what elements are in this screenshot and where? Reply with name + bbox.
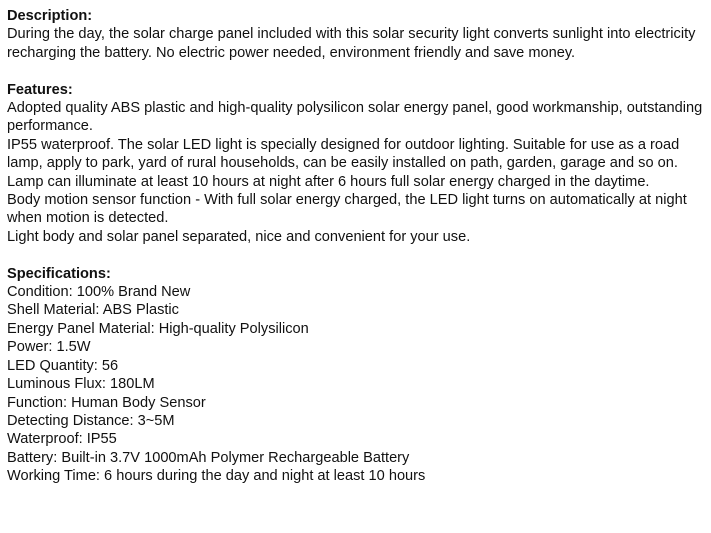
spec-energy-panel-material: Energy Panel Material: High-quality Polysilicon xyxy=(7,320,309,337)
feature-item: IP55 waterproof. The solar LED light is specially designed for outdoor lighting. Suitable for use as a road lamp, apply to park, yard of rural households, can be easily installed on path, garden, garage and so on. xyxy=(7,136,684,172)
description-heading: Description: xyxy=(7,8,93,24)
description-section xyxy=(7,7,707,62)
feature-item: Body motion sensor function - With full solar energy charged, the LED light turns on automatically at night when motion is detected. xyxy=(7,192,691,227)
feature-item: Light body and solar panel separated, nice and convenient for your use. xyxy=(7,228,471,245)
spec-shell-material: Shell Material: ABS Plastic xyxy=(7,302,179,319)
spec-detecting-distance: Detecting Distance: 3~5M xyxy=(7,412,175,429)
specifications-section xyxy=(7,265,707,486)
spec-luminous-flux: Luminous Flux: 180LM xyxy=(7,376,155,393)
feature-item: Adopted quality ABS plastic and high-quality polysilicon solar energy panel, good workmanship, outstanding performance. xyxy=(7,100,707,135)
spec-working-time: Working Time: 6 hours during the day and night at least 10 hours xyxy=(7,468,426,485)
spec-waterproof: Waterproof: IP55 xyxy=(7,431,117,448)
spec-power: Power: 1.5W xyxy=(7,339,91,356)
specifications-heading: Specifications: xyxy=(7,265,111,282)
feature-item: Lamp can illuminate at least 10 hours at night after 6 hours full solar energy charged in the daytime. xyxy=(7,173,650,190)
spec-led-quantity: LED Quantity: 56 xyxy=(7,357,119,374)
features-heading: Features: xyxy=(7,81,73,98)
description-text: During the day, the solar charge panel included with this solar security light converts sunlight into electricity recharging the battery. No electric power needed, environment friendly and save money. xyxy=(7,26,700,61)
spec-condition: Condition: 100% Brand New xyxy=(7,284,191,301)
spec-function: Function: Human Body Sensor xyxy=(7,394,206,411)
features-section xyxy=(7,81,707,247)
spec-battery: Battery: Built-in 3.7V 1000mAh Polymer Rechargeable Battery xyxy=(7,449,410,466)
